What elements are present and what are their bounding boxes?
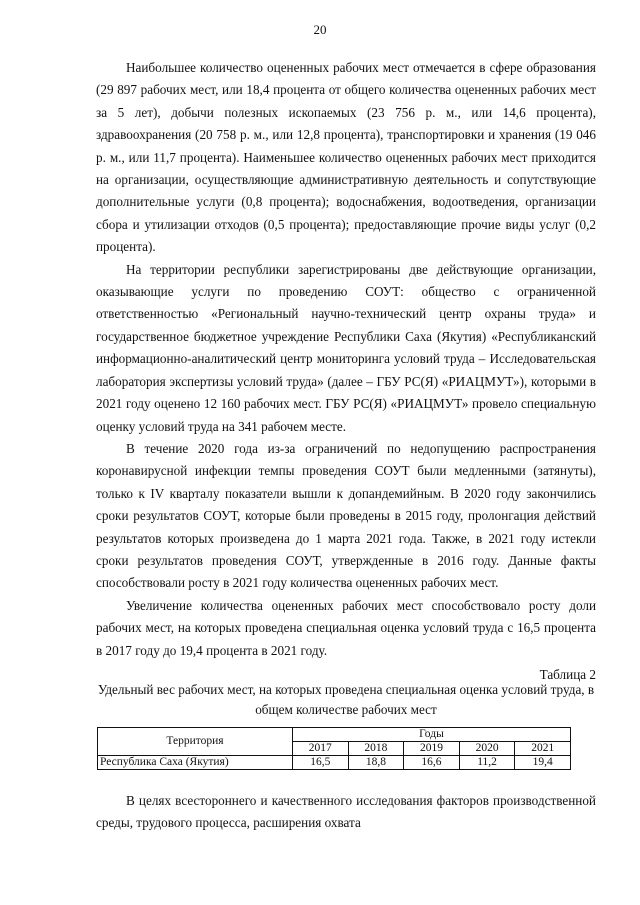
paragraph-organizations: На территории республики зарегистрированы две действующие организации, оказывающие услуги по проведению СОУТ: общество с ограниченной ответственностью «Региональный научно-технический центр охраны труда» и государственное бюджетное учреждение Республики Саха (Якутия) «Республиканский информационно-аналитический центр мониторинга условий труда – Исследовательская лаборатория экспертизы условий труда» (далее – ГБУ РС(Я) «РИАЦМУТ»), которыми в 2021 году оценено 12 160 рабочих мест. ГБУ РС(Я) «РИАЦМУТ» провело специальную оценку условий труда на 341 рабочем месте. bbox=[96, 261, 596, 434]
body-text bbox=[96, 57, 596, 662]
table-row bbox=[98, 756, 571, 770]
year-cell: 2021 bbox=[515, 742, 571, 756]
paragraph-continuation: В целях всестороннего и качественного исследования факторов производственной среды, трудового процесса, расширения охвата bbox=[96, 793, 596, 831]
table-title: Удельный вес рабочих мест, на которых проведена специальная оценка условий труда, в общем количестве рабочих мест bbox=[97, 682, 595, 717]
table-number: Таблица 2 bbox=[539, 667, 596, 682]
value-cell: 16,6 bbox=[404, 756, 460, 770]
page-number: 20 bbox=[313, 22, 327, 37]
value-cell: 19,4 bbox=[515, 756, 571, 770]
year-cell: 2019 bbox=[404, 742, 460, 756]
years-header: Годы bbox=[293, 728, 571, 742]
bottom-text bbox=[96, 790, 596, 835]
table-header-row bbox=[98, 728, 571, 742]
value-cell: 18,8 bbox=[348, 756, 404, 770]
territory-cell: Республика Саха (Якутия) bbox=[98, 756, 293, 770]
year-cell: 2020 bbox=[459, 742, 515, 756]
paragraph-share-growth: Увеличение количества оцененных рабочих мест способствовало росту доли рабочих мест, на которых проведена специальная оценка условий труда с 16,5 процента в 2017 году до 19,4 процента в 2021 году. bbox=[96, 597, 596, 658]
year-cell: 2018 bbox=[348, 742, 404, 756]
year-cell: 2017 bbox=[293, 742, 349, 756]
value-cell: 16,5 bbox=[293, 756, 349, 770]
territory-header: Территория bbox=[98, 728, 293, 756]
paragraph-covid-impact: В течение 2020 года из-за ограничений по недопущению распространения коронавирусной инфекции темпы проведения СОУТ были медленными (затянуты), только к IV кварталу показатели вышли к допандемийным. В 2020 году закончились сроки результатов СОУТ, которые были проведены в 2015 году, пролонгация действий результатов которых произведена до 1 марта 2021 года. Также, в 2021 году истекли сроки результатов проведения СОУТ, утвержденные в 2016 году. Данные факты способствовали росту в 2021 году количества оцененных рабочих мест. bbox=[96, 440, 596, 591]
share-table bbox=[97, 727, 571, 770]
value-cell: 11,2 bbox=[459, 756, 515, 770]
paragraph-workplaces-by-sector: Наибольшее количество оцененных рабочих мест отмечается в сфере образования (29 897 рабочих мест, или 18,4 процента от общего количества оцененных рабочих мест за 5 лет), добычи полезных ископаемых (23 756 р. м., или 14,6 процента), здравоохранения (20 758 р. м., или 12,8 процента), транспортировки и хранения (19 046 р. м., или 11,7 процента). Наименьшее количество оцененных рабочих мест приходится на организации, осуществляющие административную деятельность и сопутствующие дополнительные услуги (0,8 процента); водоснабжения, водоотведения, организации сбора и утилизации отходов (0,5 процента); предоставляющие прочие виды услуг (0,2 процента). bbox=[96, 60, 596, 255]
